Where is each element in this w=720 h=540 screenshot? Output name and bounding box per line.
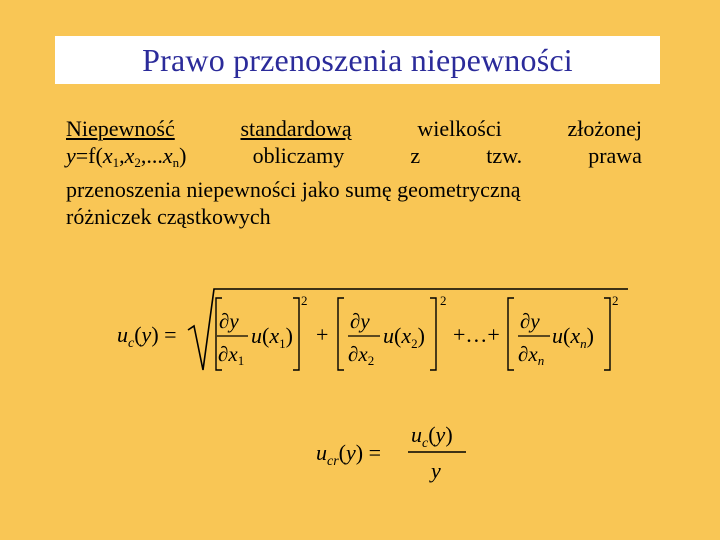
- svg-text:∂x1: ∂x1: [218, 342, 245, 368]
- svg-text:∂xn: ∂xn: [518, 342, 545, 368]
- svg-text:u(xn): $u(x_n)$: [552, 323, 594, 351]
- formula1-exponent-1: 2: [301, 293, 308, 308]
- svg-text:u(x1): $u(x_1)$: [251, 323, 293, 351]
- word-obliczamy: obliczamy: [252, 143, 345, 168]
- word-prawa: prawa: [588, 143, 642, 168]
- word-niepewnosc: Niepewność: [66, 116, 175, 141]
- svg-text:∂y: ∂y: [219, 309, 239, 333]
- formula2-denominator: y: [431, 458, 441, 483]
- formula2-numerator: $u_c(y)$: [411, 422, 453, 451]
- combined-uncertainty-formula: [117, 289, 628, 370]
- formula1-term-1: [216, 293, 308, 370]
- formula1-exponent-2: 2: [440, 293, 447, 308]
- formula1-plus-1: +: [316, 322, 329, 347]
- slide-title: Prawo przenoszenia niepewności: [142, 41, 573, 78]
- word-tzw: tzw.: [486, 143, 523, 168]
- word-z: z: [410, 143, 421, 168]
- word-zlozonej: złożonej: [567, 116, 642, 141]
- formula1-term-n: [508, 293, 619, 370]
- formula1-plus-dots: +…+: [453, 322, 500, 347]
- svg-text:∂y: ∂y: [520, 309, 540, 333]
- paragraph-line-3-text: przenoszenia niepewności jako sumę geometryczną: [66, 177, 521, 202]
- svg-text:u(x2): $u(x_2)$: [383, 323, 425, 351]
- formula1-lhs: $u_c(y)$ =: [117, 322, 177, 351]
- word-wielkosci: wielkości: [417, 116, 502, 141]
- svg-text:∂y: ∂y: [350, 309, 370, 333]
- formula1-exponent-n: 2: [612, 293, 619, 308]
- formula1-term-2: [338, 293, 447, 370]
- word-standardowa: standardową: [240, 116, 352, 141]
- function-notation: $y=f(x_1,x_2,...x_n)$: [66, 143, 187, 170]
- paragraph-line-4-text: różniczek cząstkowych: [66, 204, 271, 229]
- relative-uncertainty-formula: [316, 422, 466, 483]
- formula2-lhs: $u_{cr}(y)$ =: [316, 440, 381, 469]
- svg-text:∂x2: ∂x2: [348, 342, 375, 368]
